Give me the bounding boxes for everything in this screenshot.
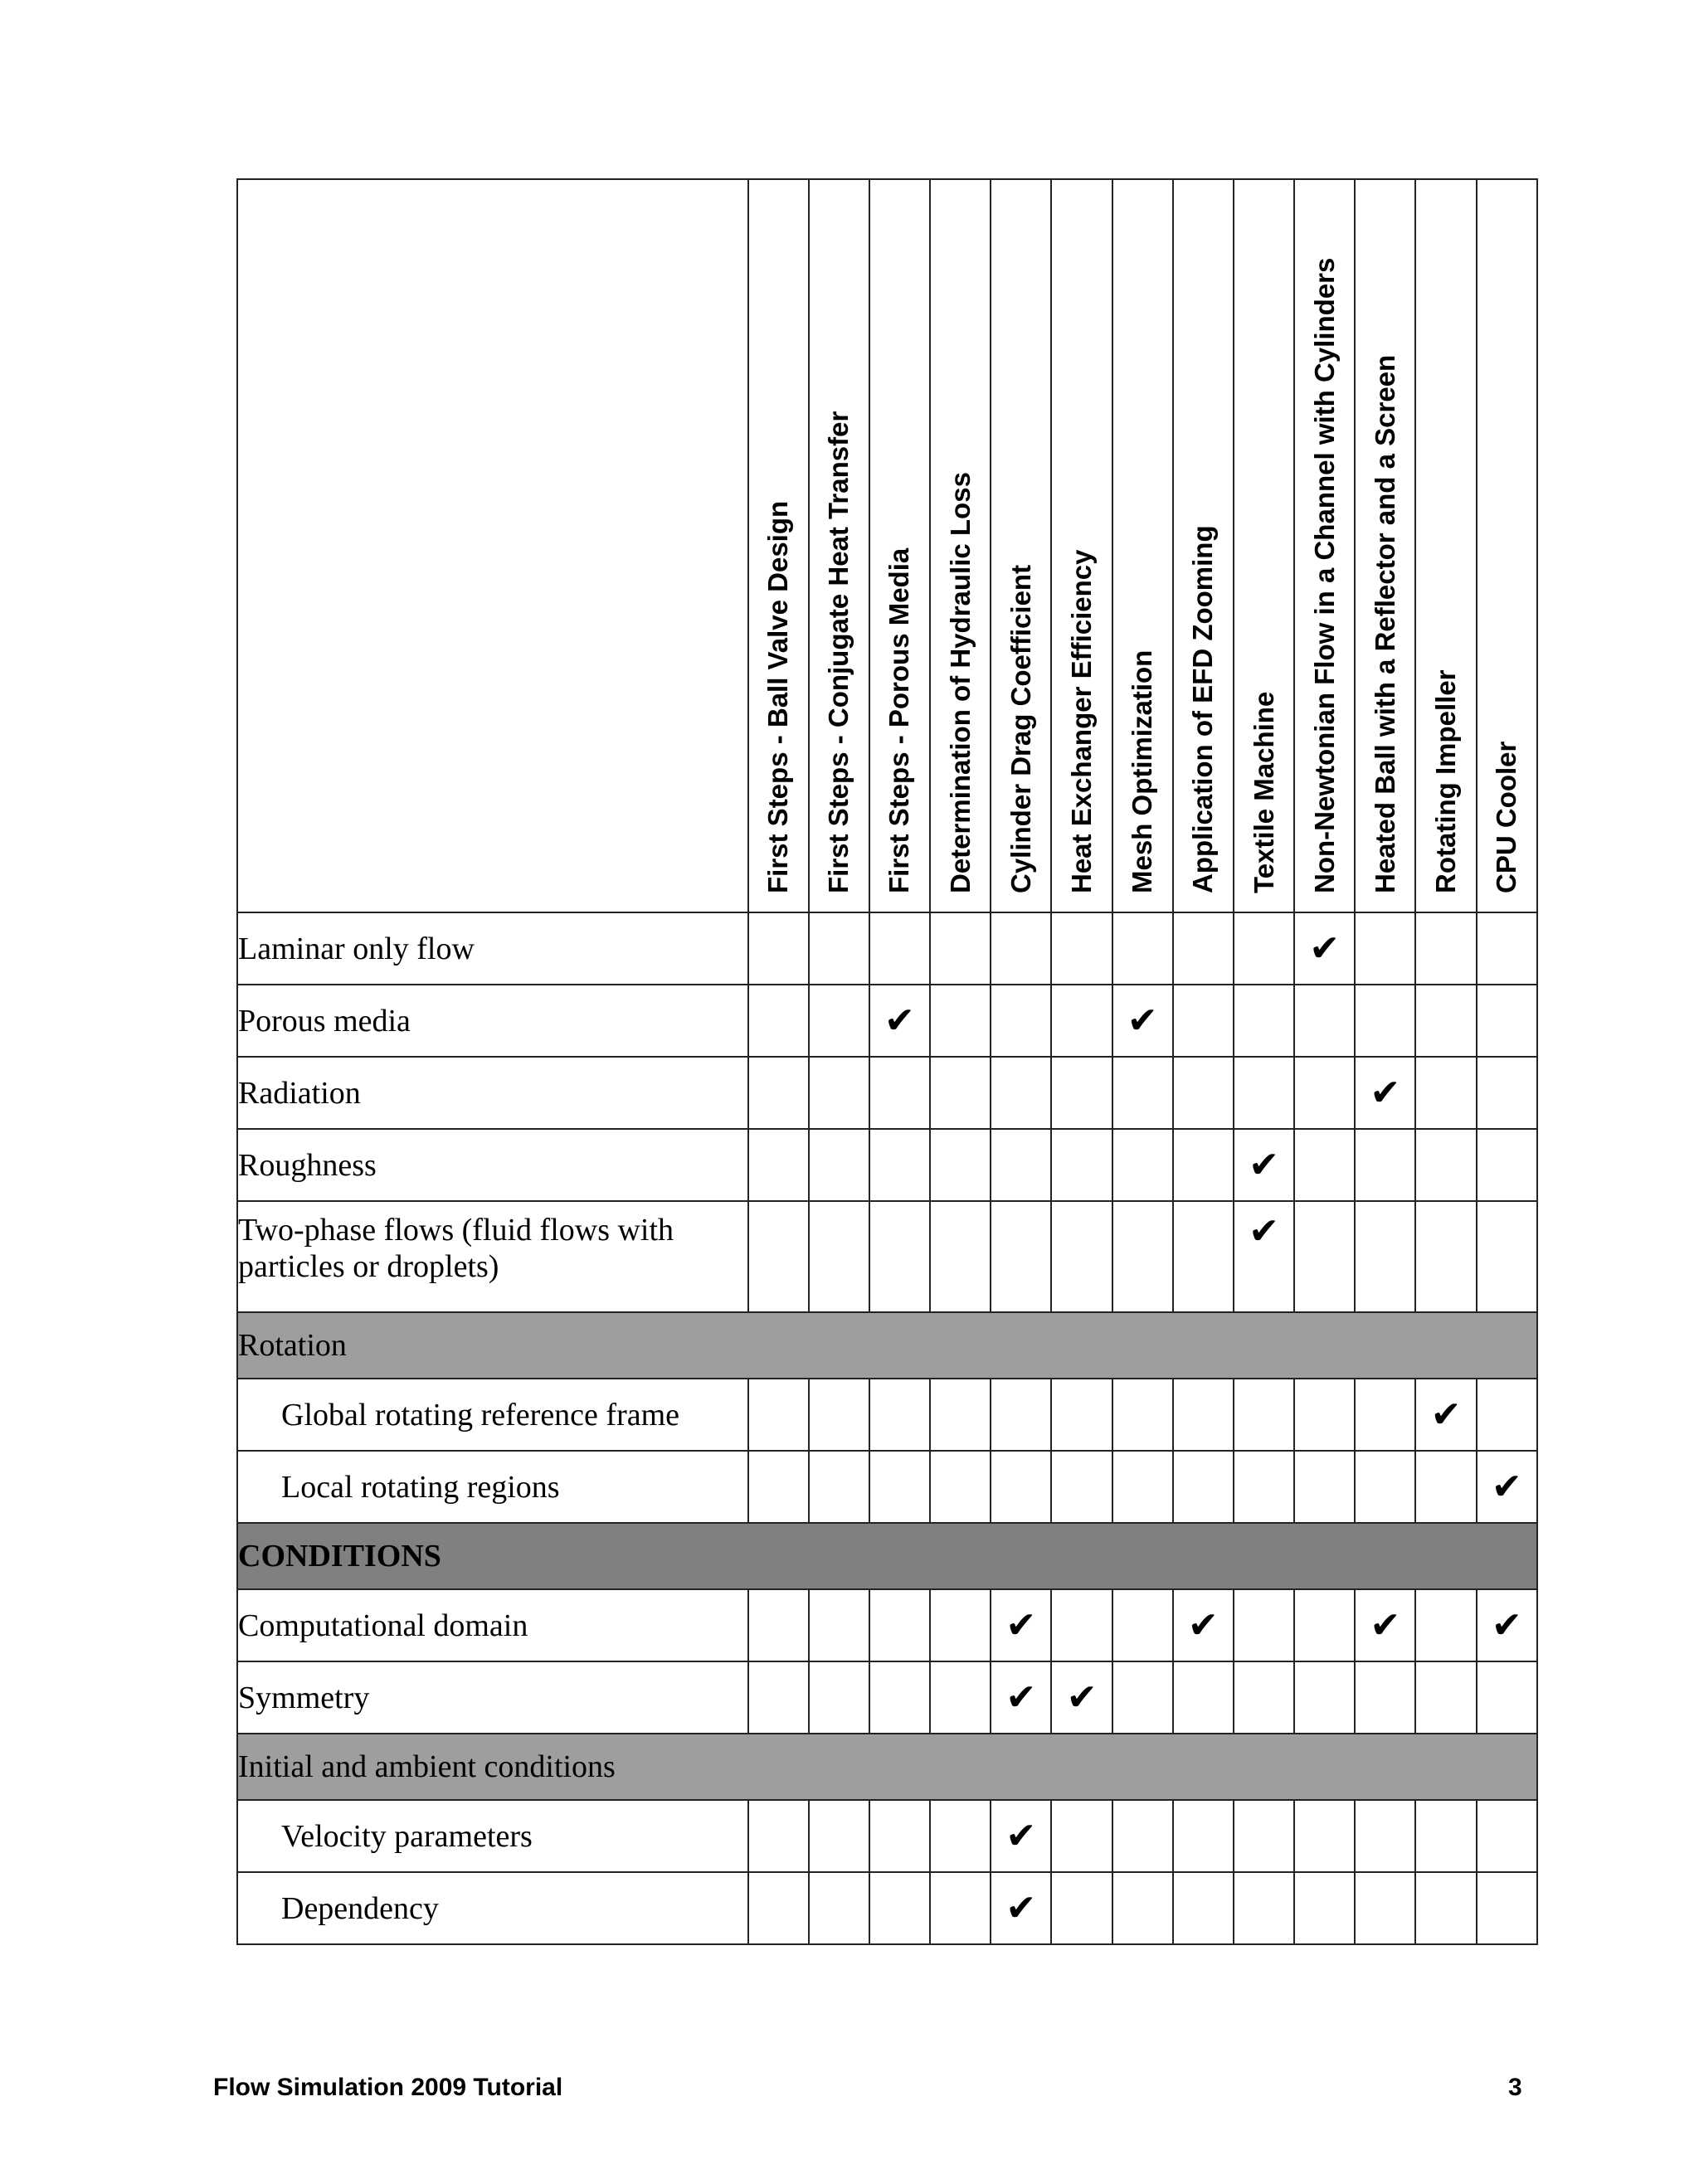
column-header-label: Textile Machine	[1248, 691, 1279, 893]
corner-cell	[237, 179, 748, 912]
column-header	[1355, 179, 1415, 912]
empty-cell	[1415, 1661, 1476, 1734]
empty-cell	[930, 1661, 991, 1734]
checkmark-icon: ✔	[1415, 1379, 1476, 1451]
empty-cell	[748, 1129, 809, 1201]
empty-cell	[1415, 985, 1476, 1057]
column-header-label: Determination of Hydraulic Loss	[944, 472, 976, 893]
checkmark-icon: ✔	[1355, 1057, 1415, 1129]
empty-cell	[1234, 985, 1294, 1057]
empty-cell	[869, 1661, 930, 1734]
empty-cell	[1173, 1129, 1234, 1201]
row-label: Computational domain	[237, 1589, 748, 1661]
empty-cell	[991, 912, 1051, 985]
empty-cell	[809, 985, 869, 1057]
table-row	[237, 1129, 1537, 1201]
column-header-label: Cylinder Drag Coefficient	[1005, 564, 1036, 893]
section-header-label: CONDITIONS	[237, 1523, 1537, 1589]
checkmark-icon: ✔	[1234, 1129, 1294, 1201]
empty-cell	[1294, 1129, 1355, 1201]
column-header	[869, 179, 930, 912]
row-label: Global rotating reference frame	[237, 1379, 748, 1451]
column-header	[1477, 179, 1537, 912]
checkmark-icon: ✔	[991, 1661, 1051, 1734]
empty-cell	[748, 985, 809, 1057]
empty-cell	[1051, 1379, 1112, 1451]
column-header	[1112, 179, 1173, 912]
section-header-row	[237, 1312, 1537, 1379]
empty-cell	[748, 1201, 809, 1312]
empty-cell	[809, 1379, 869, 1451]
empty-cell	[748, 1379, 809, 1451]
row-label: Dependency	[237, 1872, 748, 1944]
section-header-label: Initial and ambient conditions	[237, 1734, 1537, 1800]
column-header-label: First Steps - Conjugate Heat Transfer	[823, 411, 854, 893]
column-header-row	[237, 179, 1537, 912]
empty-cell	[1294, 1201, 1355, 1312]
empty-cell	[1355, 912, 1415, 985]
empty-cell	[1112, 1872, 1173, 1944]
empty-cell	[1477, 985, 1537, 1057]
empty-cell	[1173, 1661, 1234, 1734]
row-label: Symmetry	[237, 1661, 748, 1734]
table-row	[237, 912, 1537, 985]
empty-cell	[1173, 1800, 1234, 1872]
empty-cell	[1112, 1800, 1173, 1872]
section-header-label: Rotation	[237, 1312, 1537, 1379]
table-row	[237, 1589, 1537, 1661]
empty-cell	[930, 1057, 991, 1129]
empty-cell	[1234, 1800, 1294, 1872]
empty-cell	[1051, 1057, 1112, 1129]
column-header-label: Non-Newtonian Flow in a Channel with Cylinders	[1308, 257, 1340, 893]
column-header	[1234, 179, 1294, 912]
checkmark-icon: ✔	[991, 1872, 1051, 1944]
column-header-label: Application of EFD Zooming	[1187, 525, 1219, 893]
empty-cell	[1234, 1379, 1294, 1451]
checkmark-icon: ✔	[869, 985, 930, 1057]
empty-cell	[930, 1201, 991, 1312]
empty-cell	[1477, 1057, 1537, 1129]
empty-cell	[809, 1057, 869, 1129]
empty-cell	[1355, 1872, 1415, 1944]
table-row	[237, 985, 1537, 1057]
empty-cell	[930, 985, 991, 1057]
checkmark-icon: ✔	[1355, 1589, 1415, 1661]
empty-cell	[748, 1589, 809, 1661]
empty-cell	[1294, 1451, 1355, 1523]
empty-cell	[991, 1129, 1051, 1201]
empty-cell	[930, 1379, 991, 1451]
empty-cell	[748, 1872, 809, 1944]
empty-cell	[1234, 912, 1294, 985]
empty-cell	[1173, 985, 1234, 1057]
empty-cell	[1173, 1872, 1234, 1944]
empty-cell	[1355, 985, 1415, 1057]
checkmark-icon: ✔	[1173, 1589, 1234, 1661]
column-header-label: Heated Ball with a Reflector and a Screen	[1369, 354, 1400, 893]
empty-cell	[1294, 985, 1355, 1057]
page-number: 3	[1508, 2074, 1522, 2101]
table-row	[237, 1379, 1537, 1451]
empty-cell	[1112, 1451, 1173, 1523]
empty-cell	[1477, 1800, 1537, 1872]
row-label: Roughness	[237, 1129, 748, 1201]
empty-cell	[1355, 1129, 1415, 1201]
empty-cell	[1415, 1589, 1476, 1661]
empty-cell	[869, 1589, 930, 1661]
empty-cell	[1234, 1451, 1294, 1523]
empty-cell	[1051, 912, 1112, 985]
empty-cell	[1477, 1872, 1537, 1944]
empty-cell	[991, 985, 1051, 1057]
empty-cell	[1234, 1057, 1294, 1129]
empty-cell	[1112, 912, 1173, 985]
column-header-label: Rotating Impeller	[1430, 669, 1462, 893]
empty-cell	[930, 912, 991, 985]
empty-cell	[991, 1379, 1051, 1451]
empty-cell	[869, 1872, 930, 1944]
empty-cell	[1415, 1129, 1476, 1201]
empty-cell	[869, 1379, 930, 1451]
empty-cell	[1355, 1800, 1415, 1872]
empty-cell	[930, 1800, 991, 1872]
empty-cell	[1234, 1872, 1294, 1944]
empty-cell	[930, 1872, 991, 1944]
column-header	[1294, 179, 1355, 912]
empty-cell	[1051, 1451, 1112, 1523]
empty-cell	[1415, 1057, 1476, 1129]
empty-cell	[1477, 1201, 1537, 1312]
empty-cell	[869, 1800, 930, 1872]
checkmark-icon: ✔	[1477, 1589, 1537, 1661]
column-header	[809, 179, 869, 912]
empty-cell	[1477, 1129, 1537, 1201]
column-header-label: First Steps - Ball Valve Design	[762, 500, 794, 893]
empty-cell	[869, 1201, 930, 1312]
empty-cell	[809, 1800, 869, 1872]
empty-cell	[1051, 1800, 1112, 1872]
row-label: Radiation	[237, 1057, 748, 1129]
empty-cell	[869, 1451, 930, 1523]
feature-matrix-table	[236, 178, 1538, 1945]
empty-cell	[1294, 1661, 1355, 1734]
checkmark-icon: ✔	[1234, 1201, 1294, 1312]
empty-cell	[1355, 1379, 1415, 1451]
empty-cell	[1415, 1201, 1476, 1312]
empty-cell	[869, 1057, 930, 1129]
empty-cell	[1294, 1800, 1355, 1872]
empty-cell	[991, 1201, 1051, 1312]
empty-cell	[1477, 1379, 1537, 1451]
empty-cell	[748, 1057, 809, 1129]
empty-cell	[1294, 1589, 1355, 1661]
empty-cell	[1112, 1057, 1173, 1129]
column-header-label: Heat Exchanger Efficiency	[1066, 549, 1097, 893]
empty-cell	[1173, 1379, 1234, 1451]
empty-cell	[1112, 1589, 1173, 1661]
empty-cell	[1294, 1057, 1355, 1129]
empty-cell	[748, 1800, 809, 1872]
empty-cell	[1051, 1201, 1112, 1312]
empty-cell	[1051, 1872, 1112, 1944]
empty-cell	[869, 1129, 930, 1201]
column-header	[991, 179, 1051, 912]
empty-cell	[1112, 1379, 1173, 1451]
empty-cell	[1415, 1451, 1476, 1523]
checkmark-icon: ✔	[1051, 1661, 1112, 1734]
row-label: Local rotating regions	[237, 1451, 748, 1523]
empty-cell	[748, 1661, 809, 1734]
empty-cell	[930, 1129, 991, 1201]
empty-cell	[748, 912, 809, 985]
empty-cell	[991, 1451, 1051, 1523]
empty-cell	[1234, 1661, 1294, 1734]
row-label: Laminar only flow	[237, 912, 748, 985]
empty-cell	[1051, 985, 1112, 1057]
empty-cell	[1415, 1800, 1476, 1872]
empty-cell	[930, 1451, 991, 1523]
empty-cell	[1051, 1129, 1112, 1201]
matrix-body	[237, 912, 1537, 1944]
row-label: Two-phase flows (fluid flows with particles or droplets)	[237, 1201, 748, 1312]
column-header	[1051, 179, 1112, 912]
empty-cell	[1477, 912, 1537, 985]
column-header	[748, 179, 809, 912]
empty-cell	[1112, 1661, 1173, 1734]
section-header-row	[237, 1523, 1537, 1589]
empty-cell	[1294, 1872, 1355, 1944]
empty-cell	[748, 1451, 809, 1523]
empty-cell	[809, 912, 869, 985]
row-label: Porous media	[237, 985, 748, 1057]
table-row	[237, 1451, 1537, 1523]
empty-cell	[1112, 1129, 1173, 1201]
table-row	[237, 1201, 1537, 1312]
empty-cell	[809, 1129, 869, 1201]
empty-cell	[1415, 1872, 1476, 1944]
checkmark-icon: ✔	[991, 1589, 1051, 1661]
empty-cell	[809, 1201, 869, 1312]
column-header-label: CPU Cooler	[1491, 741, 1522, 893]
empty-cell	[809, 1451, 869, 1523]
empty-cell	[1234, 1589, 1294, 1661]
checkmark-icon: ✔	[1294, 912, 1355, 985]
empty-cell	[1051, 1589, 1112, 1661]
empty-cell	[1173, 1451, 1234, 1523]
empty-cell	[1173, 1201, 1234, 1312]
empty-cell	[930, 1589, 991, 1661]
empty-cell	[1477, 1661, 1537, 1734]
empty-cell	[1173, 1057, 1234, 1129]
section-header-row	[237, 1734, 1537, 1800]
empty-cell	[809, 1589, 869, 1661]
empty-cell	[809, 1872, 869, 1944]
empty-cell	[1415, 912, 1476, 985]
empty-cell	[1294, 1379, 1355, 1451]
empty-cell	[809, 1661, 869, 1734]
empty-cell	[1355, 1451, 1415, 1523]
column-header-label: Mesh Optimization	[1127, 649, 1158, 893]
empty-cell	[1173, 912, 1234, 985]
column-header	[930, 179, 991, 912]
empty-cell	[991, 1057, 1051, 1129]
footer-title: Flow Simulation 2009 Tutorial	[213, 2074, 563, 2101]
checkmark-icon: ✔	[991, 1800, 1051, 1872]
empty-cell	[1112, 1201, 1173, 1312]
row-label: Velocity parameters	[237, 1800, 748, 1872]
checkmark-icon: ✔	[1477, 1451, 1537, 1523]
empty-cell	[869, 912, 930, 985]
table-row	[237, 1800, 1537, 1872]
table-row	[237, 1661, 1537, 1734]
column-header	[1415, 179, 1476, 912]
empty-cell	[1355, 1201, 1415, 1312]
column-header	[1173, 179, 1234, 912]
checkmark-icon: ✔	[1112, 985, 1173, 1057]
table-row	[237, 1057, 1537, 1129]
empty-cell	[1355, 1661, 1415, 1734]
column-header-label: First Steps - Porous Media	[884, 547, 915, 893]
table-row	[237, 1872, 1537, 1944]
